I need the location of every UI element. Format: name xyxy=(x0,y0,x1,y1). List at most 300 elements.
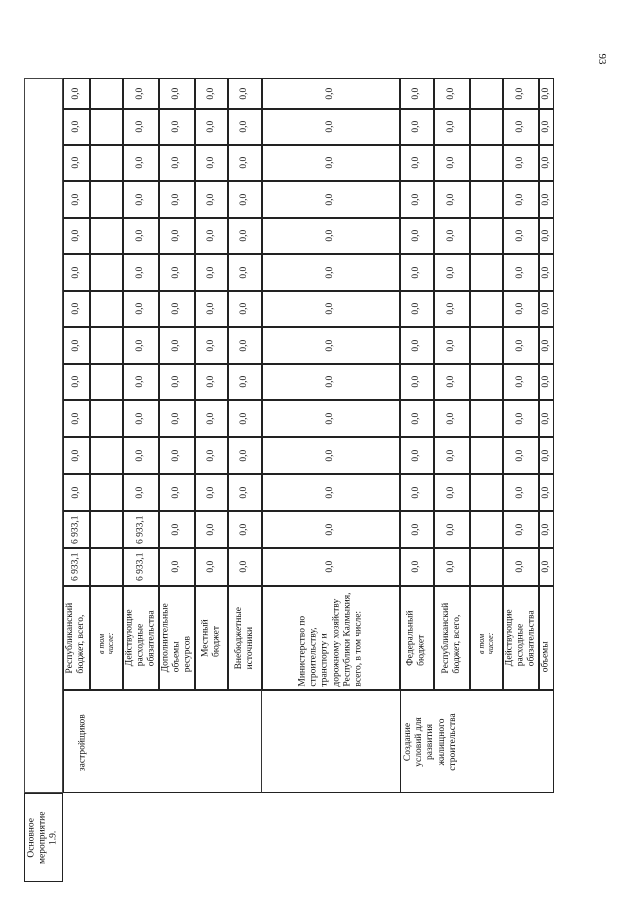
value: 0,0 xyxy=(205,449,216,462)
value: 0,0 xyxy=(135,303,146,315)
value-cell xyxy=(159,400,195,437)
value-cell xyxy=(470,145,503,181)
source-cell xyxy=(195,586,228,690)
value: 0,0 xyxy=(325,561,336,573)
value-cell xyxy=(262,181,400,218)
value: 0,0 xyxy=(70,121,81,133)
value: 0,0 xyxy=(411,87,422,100)
value-cell xyxy=(470,78,503,109)
value: 0,0 xyxy=(411,412,422,425)
value-cell xyxy=(262,291,400,327)
value-cell xyxy=(195,511,228,548)
value: 0,0 xyxy=(171,412,182,425)
source-label: объемы xyxy=(540,641,551,673)
value: 0,0 xyxy=(515,193,526,206)
value-cell xyxy=(123,364,159,400)
value: 0,0 xyxy=(171,449,182,462)
value-cell xyxy=(123,327,159,364)
value-cell xyxy=(123,145,159,181)
value-cell xyxy=(503,400,539,437)
value: 0,0 xyxy=(205,523,216,536)
value-cell xyxy=(400,145,434,181)
value-cell xyxy=(159,181,195,218)
value-cell xyxy=(228,291,262,327)
value-cell xyxy=(63,437,90,474)
value-cell xyxy=(228,181,262,218)
value-cell xyxy=(195,218,228,254)
value: 0,0 xyxy=(205,561,216,573)
value-cell xyxy=(470,218,503,254)
value: 0,0 xyxy=(540,193,551,206)
value-cell xyxy=(503,254,539,291)
value-cell xyxy=(195,327,228,364)
value: 0,0 xyxy=(70,412,81,425)
value: 0,0 xyxy=(239,266,250,279)
value: 0,0 xyxy=(515,87,526,100)
object-label-wrap xyxy=(64,691,102,793)
value: 0,0 xyxy=(135,449,146,462)
value-cell xyxy=(63,109,90,145)
value-cell xyxy=(123,254,159,291)
value: 0,0 xyxy=(239,561,250,573)
value: 0,0 xyxy=(205,193,216,206)
source-cell xyxy=(262,586,400,690)
budget-table xyxy=(24,78,554,882)
value: 0,0 xyxy=(171,523,182,536)
source-cell xyxy=(539,586,554,690)
value: 0,0 xyxy=(540,523,551,536)
value: 0,0 xyxy=(135,376,146,388)
value-cell xyxy=(90,364,123,400)
value: 0,0 xyxy=(135,157,146,169)
value-cell xyxy=(159,511,195,548)
value: 0,0 xyxy=(540,266,551,279)
value-cell xyxy=(195,78,228,109)
value-cell xyxy=(63,78,90,109)
value-cell xyxy=(400,109,434,145)
source-cell xyxy=(400,586,434,690)
value: 0,0 xyxy=(325,449,336,462)
value: 0,0 xyxy=(239,486,250,499)
value: 0,0 xyxy=(135,121,146,133)
value: 0,0 xyxy=(135,230,146,242)
value: 0,0 xyxy=(70,339,81,352)
value-cell xyxy=(434,474,470,511)
value-cell xyxy=(262,145,400,181)
value-cell xyxy=(503,511,539,548)
value-cell xyxy=(503,364,539,400)
basic-event-label: Основное мероприятие 1.9. xyxy=(26,811,60,864)
value-cell xyxy=(539,145,554,181)
value-cell xyxy=(470,254,503,291)
object-divider xyxy=(261,690,262,793)
value: 0,0 xyxy=(515,266,526,279)
value-cell xyxy=(159,474,195,511)
value-cell xyxy=(159,78,195,109)
value: 0,0 xyxy=(515,486,526,499)
source-cell xyxy=(434,586,470,690)
value: 0,0 xyxy=(411,486,422,499)
source-label: Внебюджетные источники xyxy=(233,606,256,670)
value: 6 933,1 xyxy=(70,515,81,544)
value-cell xyxy=(90,548,123,586)
value: 0,0 xyxy=(540,303,551,315)
value-cell xyxy=(195,437,228,474)
value: 0,0 xyxy=(515,376,526,388)
value-cell xyxy=(63,400,90,437)
value-cell xyxy=(90,327,123,364)
value-cell xyxy=(228,327,262,364)
value-cell xyxy=(539,400,554,437)
value-cell xyxy=(262,474,400,511)
value: 0,0 xyxy=(446,87,457,100)
value-cell xyxy=(400,400,434,437)
value: 0,0 xyxy=(515,412,526,425)
page-number: 93 xyxy=(596,53,608,65)
value: 0,0 xyxy=(239,376,250,388)
value: 0,0 xyxy=(205,121,216,133)
value-cell xyxy=(228,218,262,254)
value-cell xyxy=(503,109,539,145)
value-cell xyxy=(63,327,90,364)
value-cell xyxy=(400,474,434,511)
value: 0,0 xyxy=(205,339,216,352)
value: 0,0 xyxy=(239,449,250,462)
value: 0,0 xyxy=(515,303,526,315)
value: 0,0 xyxy=(411,561,422,573)
value-cell xyxy=(262,400,400,437)
value: 0,0 xyxy=(239,339,250,352)
source-label: Местный бюджет xyxy=(200,619,222,657)
value-cell xyxy=(503,78,539,109)
value: 0,0 xyxy=(411,230,422,242)
value-cell xyxy=(434,145,470,181)
source-cell xyxy=(159,586,195,690)
value-cell xyxy=(262,254,400,291)
value-cell xyxy=(470,364,503,400)
value: 0,0 xyxy=(411,523,422,536)
value: 0,0 xyxy=(171,339,182,352)
value: 0,0 xyxy=(205,376,216,388)
value-cell xyxy=(63,145,90,181)
value-cell xyxy=(90,511,123,548)
value-cell xyxy=(159,218,195,254)
value: 0,0 xyxy=(70,87,81,100)
value: 0,0 xyxy=(239,412,250,425)
value: 0,0 xyxy=(540,339,551,352)
value-cell xyxy=(123,218,159,254)
value-cell xyxy=(90,145,123,181)
value: 0,0 xyxy=(325,266,336,279)
source-label: Федеральный бюджет xyxy=(405,610,428,666)
value-cell xyxy=(159,145,195,181)
source-cell xyxy=(123,586,159,690)
value-cell xyxy=(159,364,195,400)
value-cell xyxy=(400,78,434,109)
event-code-cell xyxy=(24,793,63,882)
value-cell xyxy=(539,511,554,548)
value-cell xyxy=(470,474,503,511)
value: 0,0 xyxy=(411,449,422,462)
value: 0,0 xyxy=(70,266,81,279)
event-title-cell xyxy=(400,690,554,793)
value-cell xyxy=(539,437,554,474)
value-cell xyxy=(539,474,554,511)
value-cell xyxy=(434,437,470,474)
value: 0,0 xyxy=(135,266,146,279)
value: 0,0 xyxy=(70,376,81,388)
value: 0,0 xyxy=(446,561,457,573)
value-cell xyxy=(434,364,470,400)
value: 0,0 xyxy=(171,157,182,169)
value-cell xyxy=(195,364,228,400)
value: 0,0 xyxy=(171,193,182,206)
value-cell xyxy=(195,400,228,437)
value: 0,0 xyxy=(446,412,457,425)
value-cell xyxy=(262,437,400,474)
value-cell xyxy=(539,218,554,254)
value: 0,0 xyxy=(325,121,336,133)
value-cell xyxy=(195,145,228,181)
value-cell xyxy=(228,109,262,145)
value-cell xyxy=(262,364,400,400)
value: 0,0 xyxy=(446,230,457,242)
value-cell xyxy=(400,437,434,474)
value-cell xyxy=(195,291,228,327)
value: 0,0 xyxy=(411,339,422,352)
value: 0,0 xyxy=(205,412,216,425)
value-cell xyxy=(262,511,400,548)
source-label: Республиканский бюджет, всего, xyxy=(440,602,463,674)
value: 0,0 xyxy=(540,486,551,499)
value: 0,0 xyxy=(171,230,182,242)
value-cell xyxy=(262,78,400,109)
value: 0,0 xyxy=(70,230,81,242)
value-cell xyxy=(123,109,159,145)
object-label: застройщиков xyxy=(77,714,88,771)
value: 0,0 xyxy=(135,87,146,100)
value: 0,0 xyxy=(205,87,216,100)
value-cell xyxy=(400,511,434,548)
value: 0,0 xyxy=(171,121,182,133)
value: 0,0 xyxy=(446,376,457,388)
value-cell xyxy=(228,254,262,291)
value-cell xyxy=(159,327,195,364)
value: 0,0 xyxy=(411,376,422,388)
value-cell xyxy=(539,181,554,218)
value-cell xyxy=(90,78,123,109)
value: 0,0 xyxy=(411,266,422,279)
value: 0,0 xyxy=(205,230,216,242)
value: 0,0 xyxy=(239,230,250,242)
value-cell xyxy=(262,109,400,145)
value: 0,0 xyxy=(239,523,250,536)
value-cell xyxy=(63,364,90,400)
value-cell xyxy=(63,474,90,511)
value-cell xyxy=(470,548,503,586)
value-cell xyxy=(503,437,539,474)
value-cell xyxy=(228,474,262,511)
value: 0,0 xyxy=(325,376,336,388)
value-cell xyxy=(400,327,434,364)
value-cell xyxy=(434,327,470,364)
value-cell xyxy=(90,254,123,291)
value: 0,0 xyxy=(171,561,182,573)
value: 0,0 xyxy=(70,486,81,499)
value-cell xyxy=(539,548,554,586)
value-cell xyxy=(503,291,539,327)
source-cell xyxy=(503,586,539,690)
value-cell xyxy=(63,291,90,327)
value: 0,0 xyxy=(515,230,526,242)
value-cell xyxy=(434,254,470,291)
event-title-wrap xyxy=(401,691,461,793)
value-cell xyxy=(503,327,539,364)
value-cell xyxy=(90,218,123,254)
value: 6 933,1 xyxy=(70,552,81,582)
value: 0,0 xyxy=(515,523,526,536)
value-cell xyxy=(503,181,539,218)
value: 0,0 xyxy=(540,561,551,573)
value: 0,0 xyxy=(446,486,457,499)
value: 0,0 xyxy=(446,523,457,536)
value-cell xyxy=(434,400,470,437)
value-cell xyxy=(434,548,470,586)
value: 0,0 xyxy=(515,449,526,462)
source-label: Действующие расходные обязательства xyxy=(124,609,157,667)
value: 0,0 xyxy=(171,303,182,315)
value: 0,0 xyxy=(540,157,551,169)
value-cell xyxy=(90,437,123,474)
source-cell xyxy=(63,586,90,690)
value-cell xyxy=(123,437,159,474)
value-cell xyxy=(195,181,228,218)
value-cell xyxy=(195,109,228,145)
value: 0,0 xyxy=(205,266,216,279)
value-cell xyxy=(470,327,503,364)
source-cell xyxy=(228,586,262,690)
value-cell xyxy=(539,364,554,400)
value: 0,0 xyxy=(325,87,336,100)
value-cell xyxy=(159,254,195,291)
value-cell xyxy=(470,437,503,474)
value-cell xyxy=(434,511,470,548)
value: 0,0 xyxy=(446,266,457,279)
value-cell xyxy=(159,109,195,145)
value: 0,0 xyxy=(239,87,250,100)
value-cell xyxy=(539,291,554,327)
value-cell xyxy=(123,548,159,586)
value: 6 933,1 xyxy=(135,552,146,582)
value-cell xyxy=(63,181,90,218)
value-cell xyxy=(470,109,503,145)
value-cell xyxy=(503,548,539,586)
value-cell xyxy=(503,218,539,254)
value-cell xyxy=(228,364,262,400)
value-cell xyxy=(63,548,90,586)
value-cell xyxy=(400,548,434,586)
value-cell xyxy=(400,218,434,254)
value: 0,0 xyxy=(446,303,457,315)
value: 0,0 xyxy=(205,486,216,499)
value: 0,0 xyxy=(540,230,551,242)
value-cell xyxy=(470,291,503,327)
value: 0,0 xyxy=(446,193,457,206)
object-cell xyxy=(63,690,400,793)
value: 0,0 xyxy=(325,303,336,315)
source-label: Действующие расходные обязательства xyxy=(504,609,537,667)
value: 0,0 xyxy=(171,87,182,100)
value-cell xyxy=(123,511,159,548)
value: 0,0 xyxy=(540,376,551,388)
value-cell xyxy=(90,400,123,437)
value: 0,0 xyxy=(135,339,146,352)
value-cell xyxy=(63,218,90,254)
source-cell xyxy=(470,586,503,690)
value-cell xyxy=(123,78,159,109)
event-code-cell-empty xyxy=(24,78,63,793)
value: 0,0 xyxy=(540,121,551,133)
value: 0,0 xyxy=(411,157,422,169)
source-label: в том числе: xyxy=(477,632,496,654)
value: 0,0 xyxy=(411,193,422,206)
value-cell xyxy=(539,109,554,145)
value: 0,0 xyxy=(325,230,336,242)
value: 0,0 xyxy=(325,486,336,499)
value: 0,0 xyxy=(171,486,182,499)
value: 0,0 xyxy=(239,157,250,169)
value-cell xyxy=(539,254,554,291)
value-cell xyxy=(470,181,503,218)
source-label: Республиканский бюджет, всего, xyxy=(65,602,87,674)
source-label: в том числе: xyxy=(97,632,116,654)
value-cell xyxy=(539,327,554,364)
value: 0,0 xyxy=(325,193,336,206)
value: 0,0 xyxy=(446,339,457,352)
value: 0,0 xyxy=(411,303,422,315)
value-cell xyxy=(159,437,195,474)
source-label: Дополнительные объемы ресурсов xyxy=(160,603,193,673)
value-cell xyxy=(63,511,90,548)
value: 0,0 xyxy=(515,339,526,352)
value-cell xyxy=(400,291,434,327)
value: 0,0 xyxy=(411,121,422,133)
value-cell xyxy=(228,78,262,109)
value-cell xyxy=(400,254,434,291)
value: 0,0 xyxy=(239,193,250,206)
value: 0,0 xyxy=(540,412,551,425)
value: 0,0 xyxy=(515,121,526,133)
value: 0,0 xyxy=(70,193,81,206)
value-cell xyxy=(159,291,195,327)
value-cell xyxy=(195,474,228,511)
value: 0,0 xyxy=(135,193,146,206)
value: 6 933,1 xyxy=(135,515,146,544)
source-cell xyxy=(90,586,123,690)
value-cell xyxy=(195,548,228,586)
value: 0,0 xyxy=(239,121,250,133)
value-cell xyxy=(434,78,470,109)
value-cell xyxy=(228,511,262,548)
value-cell xyxy=(400,364,434,400)
value-cell xyxy=(123,400,159,437)
value-cell xyxy=(262,218,400,254)
value-cell xyxy=(434,109,470,145)
value: 0,0 xyxy=(325,157,336,169)
value: 0,0 xyxy=(325,412,336,425)
value-cell xyxy=(90,474,123,511)
value: 0,0 xyxy=(515,157,526,169)
